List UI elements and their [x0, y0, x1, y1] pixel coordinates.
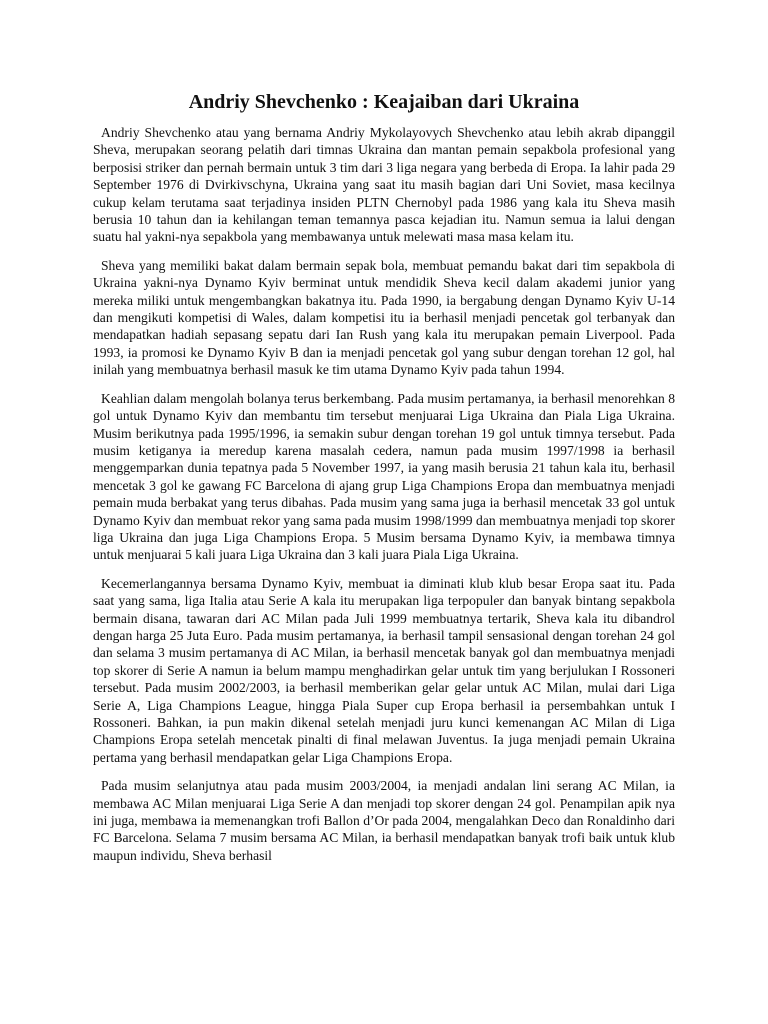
- paragraph-4: Kecemerlangannya bersama Dynamo Kyiv, membuat ia diminati klub klub besar Eropa saat itu. Pada saat yang sama, liga Italia atau Serie A kala itu merupakan liga terpopuler dan banyak bintang sepakbola bermain disana, tawaran dari AC Milan pada Juli 1999 membuatnya tertarik, Sheva kala itu dibandrol dengan harga 25 Juta Euro. Pada musim pertamanya, ia berhasil tampil sensasional dengan torehan 24 gol dan selama 3 musim pertamanya di AC Milan, ia berhasil mencetak banyak gol dan membuatnya menjadi top skorer di Serie A namun ia belum mampu menghadirkan gelar untuk tim yang berjulukan I Rossoneri tersebut. Pada musim 2002/2003, ia berhasil memberikan gelar gelar untuk AC Milan, mulai dari Liga Serie A, Liga Champions League, hingga Piala Super cup Eropa berhasil ia persembahkan untuk I Rossoneri. Bahkan, ia pun makin dikenal setelah menjadi juru kunci kemenangan AC Milan di Liga Champions Eropa setelah mencetak pinalti di final melawan Juventus. Ia juga menjadi pemain Ukraina pertama yang berhasil mendapatkan gelar Liga Champions Eropa.: [93, 575, 675, 765]
- document-title: Andriy Shevchenko : Keajaiban dari Ukraina: [188, 91, 580, 113]
- paragraph-2: Sheva yang memiliki bakat dalam bermain sepak bola, membuat pemandu bakat dari tim sepakbola di Ukraina yakni-nya Dynamo Kyiv berminat untuk mendidik Sheva kecil dalam akademi junior yang mereka miliki untuk mengembangkan bakatnya itu. Pada 1990, ia bergabung dengan Dynamo Kyiv U-14 dan mengikuti kompetisi di Wales, dalam kompetisi itu ia berhasil menjadi pencetak gol terbanyak dan mendapatkan hadiah sepasang sepatu dari Ian Rush yang kala itu merupakan pemain Liverpool. Pada 1993, ia promosi ke Dynamo Kyiv B dan ia menjadi pencetak gol yang subur dengan torehan 12 gol, hal inilah yang membuatnya berhasil masuk ke tim utama Dynamo Kyiv pada tahun 1994.: [93, 257, 675, 378]
- paragraph-3: Keahlian dalam mengolah bolanya terus berkembang. Pada musim pertamanya, ia berhasil menorehkan 8 gol untuk Dynamo Kyiv dan membantu tim tersebut menjuarai Liga Ukraina dan Piala Liga Ukraina. Musim berikutnya pada 1995/1996, ia semakin subur dengan torehan 19 gol untuk timnya tersebut. Pada musim ketiganya ia meredup karena masalah cedera, namun pada musim 1997/1998 ia berhasil menggemparkan dunia tepatnya pada 5 November 1997, ia yang masih berusia 21 tahun kala itu, berhasil mencetak 3 gol ke gawang FC Barcelona di ajang grup Liga Champions Eropa dan membuatnya menjadi pemain muda berbakat yang terus dibahas. Pada musim yang sama juga ia berhasil mencetak 33 gol untuk Dynamo Kyiv dan membuat rekor yang sama pada musim 1998/1999 dan membuatnya menjadi top skorer liga Ukraina dan juga Liga Champions Eropa. 5 Musim bersama Dynamo Kyiv, ia membawa timnya untuk menjuarai 5 kali juara Liga Ukraina dan 3 kali juara Piala Liga Ukraina.: [93, 390, 675, 563]
- paragraph-1: Andriy Shevchenko atau yang bernama Andriy Mykolayovych Shevchenko atau lebih akrab dipanggil Sheva, merupakan seorang pelatih dari timnas Ukraina dan mantan pemain sepakbola profesional yang berposisi striker dan pernah bermain untuk 3 tim dari 3 liga negara yang berbeda di Eropa. Ia lahir pada 29 September 1976 di Dvirkivschyna, Ukraina yang saat itu masih bagian dari Uni Soviet, masa kecilnya cukup kelam terutama saat terjadinya insiden PLTN Chernobyl pada 1986 yang kala itu Sheva masih berusia 10 tahun dan ia kehilangan teman temannya pasca kejadian itu. Namun semua ia lalui dengan suatu hal yakni-nya sepakbola yang membawanya untuk melewati masa masa kelam itu.: [93, 125, 675, 245]
- paragraph-5: Pada musim selanjutnya atau pada musim 2003/2004, ia menjadi andalan lini serang AC Milan, ia membawa AC Milan menjuarai Liga Serie A dan menjadi top skorer dengan 24 gol. Penampilan apik nya ini juga, membawa ia memenangkan trofi Ballon d’Or pada 2004, mengalahkan Deco dan Ronaldinho dari FC Barcelona. Selama 7 musim bersama AC Milan, ia berhasil mendapatkan banyak trofi baik untuk klub maupun individu, Sheva berhasil: [93, 778, 675, 863]
